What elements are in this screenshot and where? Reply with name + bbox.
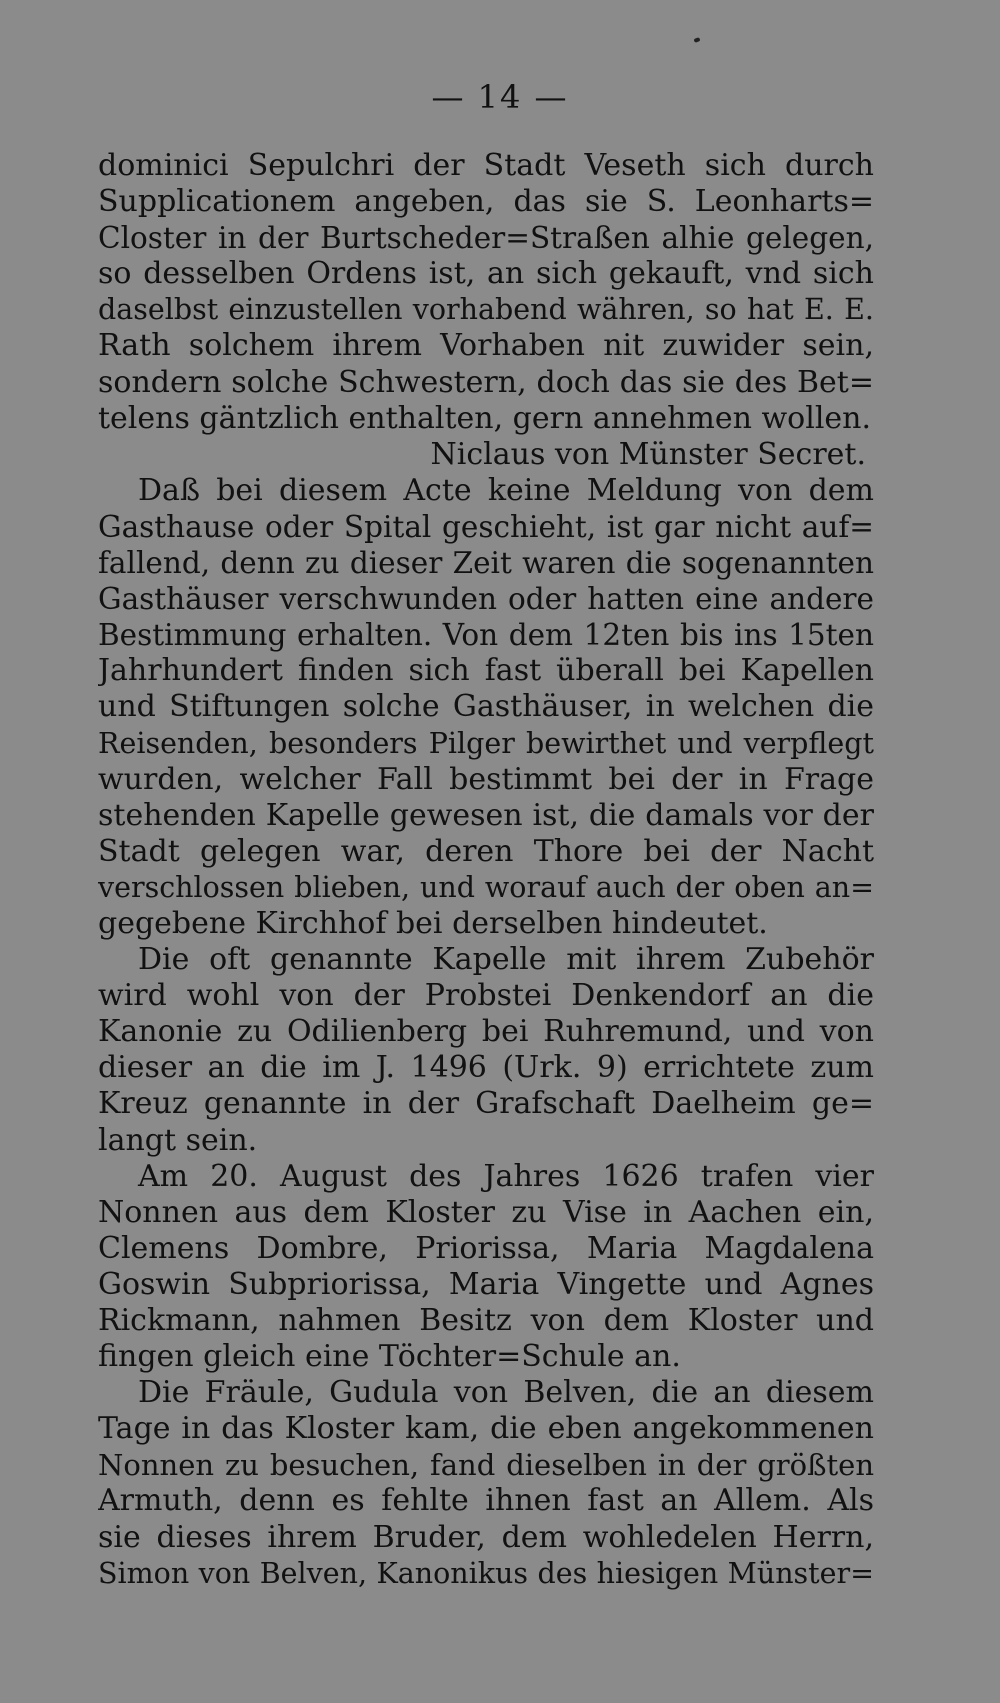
- text-line: und Stiftungen solche Gasthäuser, in welchen die: [98, 689, 874, 725]
- paragraph-start: Die Fräule, Gudula von Belven, die an diesem: [138, 1375, 874, 1411]
- text-line: Bestimmung erhalten. Von dem 12ten bis ins 15ten: [98, 618, 874, 653]
- signature-line: Niclaus von Münster Secret.: [430, 436, 866, 472]
- text-line: sondern solche Schwestern, doch das sie des Bet=: [98, 364, 874, 400]
- text-line: Tage in das Kloster kam, die eben angekommenen: [98, 1411, 874, 1447]
- text-line: langt sein.: [98, 1122, 258, 1158]
- text-line: gegebene Kirchhof bei derselben hindeutet.: [98, 905, 768, 941]
- text-line: Simon von Belven, Kanonikus des hiesigen Münster=: [98, 1556, 874, 1590]
- text-line: Nonnen aus dem Kloster zu Vise in Aachen ein,: [98, 1194, 874, 1230]
- text-line: fingen gleich eine Töchter=Schule an.: [98, 1339, 681, 1375]
- text-line: dominici Sepulchri der Stadt Veseth sich durch: [98, 148, 874, 183]
- paragraph-start: Am 20. August des Jahres 1626 trafen vier: [138, 1158, 874, 1194]
- text-line: wird wohl von der Probstei Denkendorf an die: [98, 978, 874, 1014]
- paragraph-start: Daß bei diesem Acte keine Meldung von dem: [138, 472, 874, 508]
- text-line: Jahrhundert finden sich fast überall bei Kapellen: [98, 653, 874, 689]
- text-line: verschlossen blieben, und worauf auch der oben an=: [98, 870, 874, 904]
- text-line: Closter in der Burtscheder=Straßen alhie gelegen,: [98, 221, 874, 256]
- text-line: Gasthause oder Spital geschieht, ist gar nicht auf=: [98, 509, 874, 544]
- page-number: — 14 —: [431, 78, 569, 116]
- text-line: telens gäntzlich enthalten, gern annehmen wollen.: [98, 400, 872, 436]
- ink-speck: [693, 37, 700, 43]
- text-line: Gasthäuser verschwunden oder hatten eine andere: [98, 582, 874, 617]
- text-line: Supplicationem angeben, das sie S. Leonharts=: [98, 184, 874, 220]
- text-line: daselbst einzustellen vorhabend währen, so hat E. E.: [98, 293, 874, 327]
- text-line: sie dieses ihrem Bruder, dem wohledelen Herrn,: [98, 1519, 874, 1555]
- text-line: Stadt gelegen war, deren Thore bei der Nacht: [98, 833, 874, 869]
- text-line: fallend, denn zu dieser Zeit waren die sogenannten: [98, 546, 874, 581]
- text-line: dieser an die im J. 1496 (Urk. 9) errichtete zum: [98, 1050, 874, 1086]
- text-line: Armuth, denn es fehlte ihnen fast an Allem. Als: [98, 1483, 874, 1519]
- text-line: Reisenden, besonders Pilger bewirthet und verpflegt: [98, 726, 874, 760]
- text-line: Rickmann, nahmen Besitz von dem Kloster und: [98, 1303, 874, 1338]
- text-line: Nonnen zu besuchen, fand dieselben in der größten: [98, 1448, 874, 1483]
- text-line: so desselben Ordens ist, an sich gekauft, vnd sich: [98, 256, 874, 292]
- text-line: Goswin Subpriorissa, Maria Vingette und Agnes: [98, 1266, 874, 1302]
- text-line: wurden, welcher Fall bestimmt bei der in Frage: [98, 761, 874, 797]
- text-line: Clemens Dombre, Priorissa, Maria Magdalena: [98, 1230, 874, 1266]
- text-line: Kanonie zu Odilienberg bei Ruhremund, und von: [98, 1014, 874, 1050]
- text-line: stehenden Kapelle gewesen ist, die damals vor der: [98, 797, 874, 833]
- body-text: [98, 148, 874, 1592]
- paragraph-start: Die oft genannte Kapelle mit ihrem Zubehör: [138, 942, 874, 978]
- text-line: Kreuz genannte in der Grafschaft Daelheim ge=: [98, 1086, 874, 1122]
- text-line: Rath solchem ihrem Vorhaben nit zuwider sein,: [98, 328, 874, 364]
